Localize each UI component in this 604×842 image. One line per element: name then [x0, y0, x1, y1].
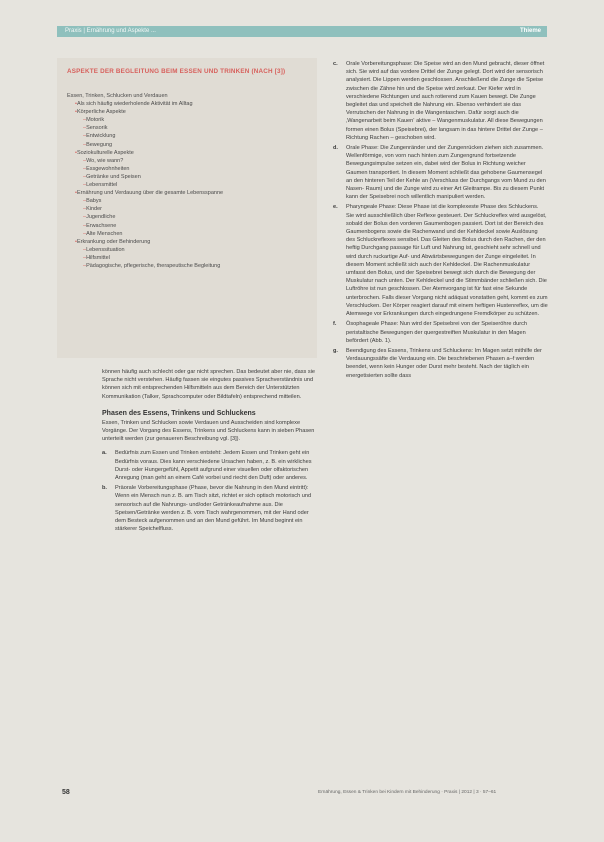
box-list-item: – Essgewohnheiten [67, 165, 307, 173]
left-column [102, 368, 317, 535]
box-list-item: – Motorik [67, 116, 307, 124]
phase-text: Bedürfnis zum Essen und Trinken entsteht: Jedem Essen und Trinken geht ein Bedürfnis voraus. Dies kann verschiedene Ursachen haben, z. B. ein wirkliches Durst- oder Hungergefühl, Appetit aufgrund einer visuellen oder olfaktorischen Anregung (man geht an einem Café vorbei und riecht den Duft) oder anderes. [115, 450, 312, 482]
box-list-item: – Entwicklung [67, 132, 307, 140]
page-number: 58 [62, 789, 70, 796]
phase-item [333, 203, 548, 318]
box-list-item: – Wo, wie wann? [67, 157, 307, 165]
phase-text: Orale Vorbereitungsphase: Die Speise wird an den Mund gebracht, dieser öffnet sich. Sie wird auf das vordere Drittel der Zunge gelegt. Dort wird der sensorisch analysiert. Die Lippen werden geschlossen. Anschließend die Zunge die Speise zwischen die Zähne hin und die Speise wird zerkaut. Der Kiefer wird in verschiedene Richtungen und auch rotierend zum Kauen bewegt. Die Zunge begleitet das und speichelt die Nahrung ein. Ebenso verhindert sie das Verrutschen der Nahrung in die Wangentaschen. Dafür sorgt auch die ‚Wangenarbeit beim Kauen‘ aktive – Wangenmuskulatur. All diese Bewegungen formen einen Bolus (Speisebrei), der langsam in das hintere Drittel der Zunge – Richtung Rachen – geschoben wird. [346, 61, 545, 141]
box-list-item: – Alte Menschen [67, 230, 307, 238]
phase-item [102, 449, 317, 482]
box-list-item: – Bewegung [67, 141, 307, 149]
header-band [57, 26, 547, 37]
right-column [333, 60, 548, 382]
box-list-item: – Sensorik [67, 124, 307, 132]
box-list-item: – Pädagogische, pflegerische, therapeutische Begleitung [67, 262, 307, 270]
box-list-item: • Erkrankung oder Behinderung [67, 238, 307, 246]
box-list-item: – Babys [67, 197, 307, 205]
phase-list-right [333, 60, 548, 380]
box-list-item: – Getränke und Speisen [67, 173, 307, 181]
box-list-item: • Als sich häufig wiederholende Aktivität im Alltag [67, 100, 307, 108]
journal-reference: Ernährung, Essen & Trinken bei Kindern mit Behinderung · Praxis | 2012 | 3 · 57–61 [318, 790, 497, 795]
box-list-item: – Erwachsene [67, 222, 307, 230]
info-box-list [67, 92, 307, 270]
info-box-title: ASPEKTE DER BEGLEITUNG BEIM ESSEN UND TRINKEN (NACH [3]) [67, 68, 286, 75]
phase-text: Ösophageale Phase: Nun wird der Speisebrei von der Speiseröhre durch peristaltische Bewegungen der quergestreiften Muskulatur in den Magen befördert (Abb. 1). [346, 321, 527, 344]
phase-item [333, 320, 548, 345]
section-heading: Phasen des Essens, Trinkens und Schluckens [102, 409, 256, 417]
phase-marker: b. [102, 485, 107, 492]
phase-list-left [102, 449, 317, 533]
phase-marker: f. [333, 321, 337, 328]
phase-item [333, 60, 548, 142]
phase-marker: c. [333, 61, 338, 67]
phase-text: Präorale Vorbereitungsphase (Phase, bevor die Nahrung in den Mund eintritt): Wenn ein Mensch nun z. B. am Tisch sitzt, richtet er sich optisch motorisch und sensorisch auf die Nahrungs- und/oder Getränkeaufnahme aus. Die Speisen/Getränke werden z. B. vom Tisch wahrgenommen, mit der Hand oder dem Besteck aufgenommen und an den Mund geführt. Im Mund beginnt ein stärkerer Speichelfluss. [115, 485, 312, 533]
box-list-item: – Lebenssituation [67, 246, 307, 254]
section-paragraph: Essen, Trinken und Schlucken sowie Verdauen und Ausscheiden sind komplexe Vorgänge. Der Vorgang des Essens, Trinkens und Schluckens kann in sieben Phasen unterteilt werden (zur genaueren Beschreibung vgl. [3]). [102, 419, 315, 443]
phase-marker: e. [333, 204, 338, 211]
box-list-item: • Körperliche Aspekte [67, 108, 307, 116]
box-list-item: – Hilfsmittel [67, 254, 307, 262]
phase-item [102, 484, 317, 533]
publisher-logo: Thieme [519, 28, 541, 34]
box-list-item: • Soziokulturelle Aspekte [67, 149, 307, 157]
box-list-item: – Jugendliche [67, 213, 307, 221]
box-list-item: – Kinder [67, 205, 307, 213]
box-list-item: Essen, Trinken, Schlucken und Verdauen [67, 93, 168, 99]
phase-marker: a. [102, 450, 107, 457]
phase-text: Orale Phase: Die Zungenränder und der Zungenrücken ziehen sich zusammen. Wellenförmige, von vorn nach hinten zum Zungengrund fortsetzende Bewegungsimpulse setzen ein, dabei wird der Bolus in Richtung weicher Gaumen transportiert. In diesem Moment schließt das gehobene Gaumensegel an den hinteren Teil der Kehle an (Verschluss der Durchgangs vom Mund zu den Nasen- Raum) und die Zunge wird zu einer Art Gleitrampe. Bis zu diesem Punkt kann der Speisebrei noch willentlich manipuliert werden. [346, 145, 546, 201]
box-list-item: • Ernährung und Verdauung über die gesamte Lebensspanne [67, 189, 307, 197]
phase-marker: d. [333, 145, 338, 152]
phase-text: Beendigung des Essens, Trinkens und Schluckens: Im Magen setzt mithilfe der Verdauungssäfte die Verdauung ein. Die beschriebenen Phasen a–f werden beendet, wenn kein Hunger oder Durst mehr besteht. Nach der täglich ein energetisierten sollte dass [346, 347, 542, 379]
header-section: Praxis | Ernährung und Aspekte ... [65, 28, 156, 34]
phase-text: Pharyngeale Phase: Diese Phase ist die komplexeste Phase des Schluckens. Sie wird ausschließlich über Reflexe gesteuert. Der Schluckreflex wird ausgelöst, sobald der Bolus den vorderen Gaumenbogen passiert. Dort ist der Bereich des Gaumenbogens sowie die Rachenwand und der Kehldeckel sowie Auslösung des Schluckreflexes sensibel. Das Gleiten des Bolus durch den Rachen, der den heftig Durchgang passage für Luft und Nahrung ist, geschieht sehr schnell und wird durch ruckartige Auf- und Abwärtsbewegungen der Zunge eingeleitet. In diesem Moment schließt sich auch der Kehldeckel. Die Rachenmuskulatur umfasst den Bolus, und der Speisebrei bewegt sich durch die Bewegung der Muskulatur nach unten. Der Kehldeckel und die Stimmbänder schließen sich. Die Luftröhre ist nun geschlossen. Der Atemvorgang ist für fast eine Sekunde unterbrochen. Falls dieser Vorgang nicht adäquat vonstatten geht, kommt es zum Verschlucken. Der Körper reagiert darauf mit einem heftigen Hustenreflex, um die Atemwege vor Erkrankungen durch eingedrungene Fremdkörper zu schützen. [346, 204, 548, 318]
phase-item [333, 347, 548, 380]
phase-item [333, 144, 548, 201]
phase-marker: g. [333, 347, 338, 354]
box-list-item: – Lebensmittel [67, 181, 307, 189]
intro-paragraph: können häufig auch schlecht oder gar nicht sprechen. Das bedeutet aber nie, dass sie Sprache nicht verstehen. Häufig fassen sie eingutes passives Sprachverständnis und können sich mit entsprechenden Hilfsmitteln aus dem Bereich der Unterstützten Kommunikation (Talker, Sprachcomputer oder Bildtafeln) entsprechend mitteilen. [102, 369, 316, 400]
